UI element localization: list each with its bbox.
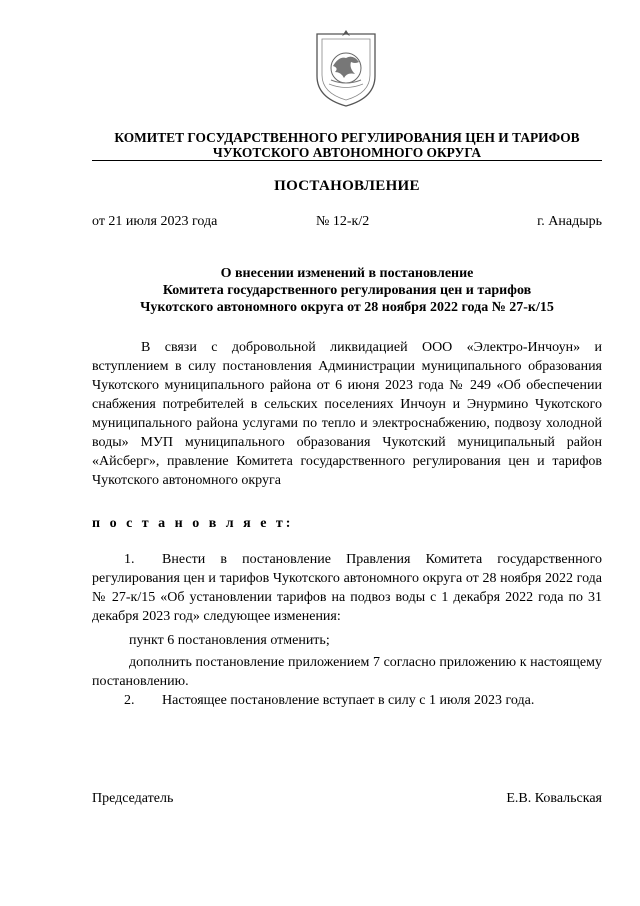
sub-item-1: пункт 6 постановления отменить; (129, 633, 330, 648)
organization-line-1: КОМИТЕТ ГОСУДАРСТВЕННОГО РЕГУЛИРОВАНИЯ ЦЕН И ТАРИФОВ (114, 130, 580, 145)
intro-paragraph: В связи с добровольной ликвидацией ООО «Электро-Инчоун» и вступлением в силу постановления Администрации муниципального образования Чукотского муниципального района от 6 июня 2023 года № 249 «Об обеспечении снабжения потребителей в сельских поселениях Инчоун и Энурмино Чукотского муниципального района услугами по тепло и электроснабжению, подвозу холодной воды» МУП муниципального образования Чукотский муниципальный район «Айсберг», правление Комитета государственного регулирования цен и тарифов Чукотского автономного округа (92, 340, 602, 488)
organization-line-2: ЧУКОТСКОГО АВТОНОМНОГО ОКРУГА (212, 145, 482, 160)
item-1-text: Внести в постановление Правления Комитета государственного регулирования цен и тарифов Чукотского автономного округа от 28 ноября 2022 года № 27-к/15 «Об установлении тарифов на подвоз воды с 1 декабря 2022 года по 31 декабря 2023 год» следующее изменения: (92, 552, 602, 624)
document-date: от 21 июля 2023 года (92, 214, 218, 229)
item-1-number: 1. (124, 552, 135, 567)
resolves-heading: п о с т а н о в л я е т: (92, 516, 294, 531)
chukotka-coat-of-arms-icon (311, 28, 381, 110)
document-title (92, 265, 602, 316)
title-line-2: Комитета государственного регулирования цен и тарифов (162, 283, 532, 298)
sub-item-2: дополнить постановление приложением 7 согласно приложению к настоящему постановлению. (92, 655, 602, 689)
title-line-3: Чукотского автономного округа от 28 ноября 2022 года № 27-к/15 (140, 300, 554, 315)
signatory-name: Е.В. Ковальская (506, 791, 602, 806)
document-type: ПОСТАНОВЛЕНИЕ (274, 178, 420, 194)
document-city: г. Анадырь (537, 214, 602, 229)
organization-name (92, 130, 602, 160)
title-line-1: О внесении изменений в постановление (220, 266, 474, 281)
signatory-position: Председатель (92, 791, 174, 806)
item-2 (92, 691, 602, 710)
item-1 (92, 550, 602, 626)
document-number: № 12-к/2 (316, 214, 370, 229)
header-divider (92, 160, 602, 161)
item-2-number: 2. (124, 693, 135, 708)
item-2-text: Настоящее постановление вступает в силу с 1 июля 2023 года. (162, 693, 535, 708)
